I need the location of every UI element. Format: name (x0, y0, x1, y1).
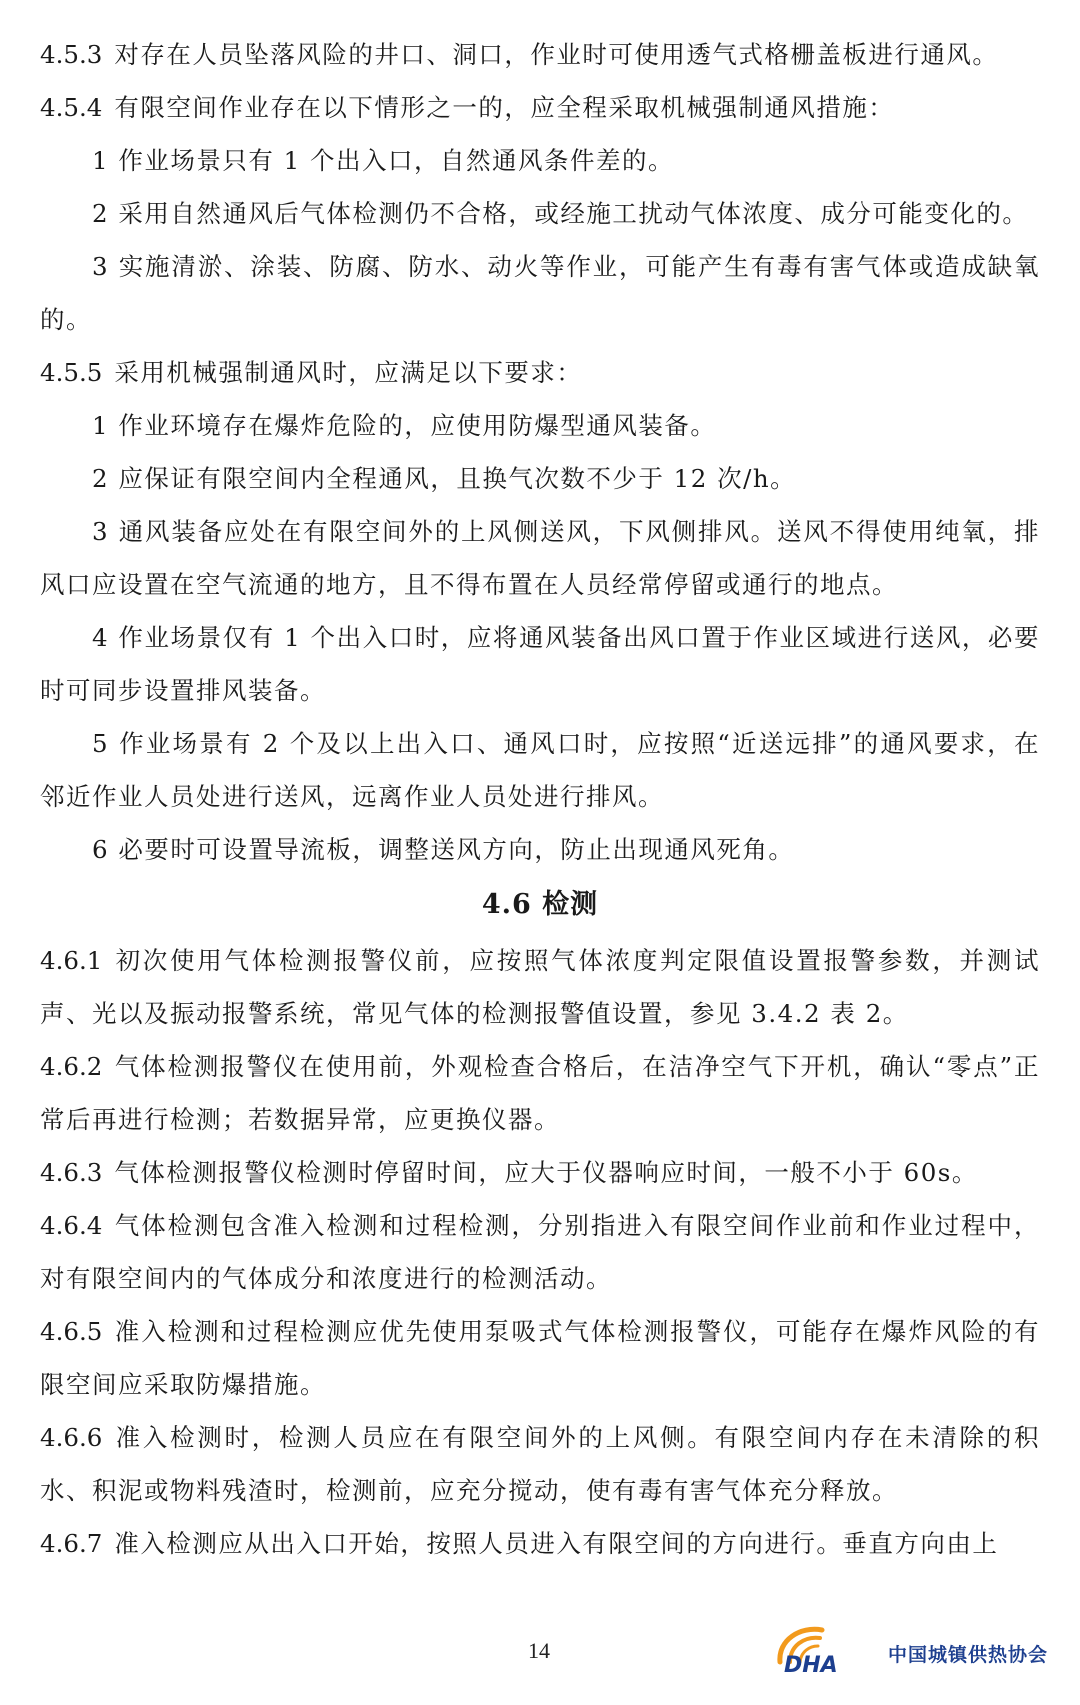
logo-name: 中国城镇供热协会 (888, 1644, 1049, 1666)
clause-4-5-5-item-1: 1 作业环境存在爆炸危险的，应使用防爆型通风装备。 (92, 411, 717, 440)
clause-4-5-5-item-4: 4 作业场景仅有 1 个出入口时，应将通风装备出风口置于作业区域进行送风，必要时可同步设置排风装备。 (40, 623, 1040, 705)
clause-4-5-4-item-1: 1 作业场景只有 1 个出入口，自然通风条件差的。 (92, 146, 675, 175)
clause-4-5-5-item-2: 2 应保证有限空间内全程通风，且换气次数不少于 12 次/h。 (92, 464, 797, 493)
clause-4-5-5-item-3: 3 通风装备应处在有限空间外的上风侧送风，下风侧排风。送风不得使用纯氧，排风口应设置在空气流通的地方，且不得布置在人员经常停留或通行的地点。 (40, 517, 1040, 599)
clause-4-5-5: 4.5.5 采用机械强制通风时，应满足以下要求： (40, 358, 583, 387)
clause-4-6-2: 4.6.2 气体检测报警仪在使用前，外观检查合格后，在洁净空气下开机，确认“零点”正常后再进行检测；若数据异常，应更换仪器。 (40, 1052, 1040, 1134)
logo-abbr: DHA (784, 1653, 838, 1678)
section-heading-4-6: 4.6 检测 (481, 889, 599, 920)
document-page (40, 28, 1040, 1570)
clause-4-5-5-item-5: 5 作业场景有 2 个及以上出入口、通风口时，应按照“近送远排”的通风要求，在邻近作业人员处进行送风，远离作业人员处进行排风。 (40, 729, 1040, 811)
clause-4-6-1: 4.6.1 初次使用气体检测报警仪前，应按照气体浓度判定限值设置报警参数，并测试声、光以及振动报警系统，常见气体的检测报警值设置，参见 3.4.2 表 2。 (40, 946, 1040, 1028)
page-number: 14 (528, 1638, 550, 1663)
page-footer (0, 1610, 1080, 1680)
clause-4-5-5-item-6: 6 必要时可设置导流板，调整送风方向，防止出现通风死角。 (92, 835, 795, 864)
clause-4-6-7: 4.6.7 准入检测应从出入口开始，按照人员进入有限空间的方向进行。垂直方向由上 (40, 1529, 999, 1558)
clause-4-5-3: 4.5.3 对存在人员坠落风险的井口、洞口，作业时可使用透气式格栅盖板进行通风。 (40, 40, 999, 69)
clause-4-6-4: 4.6.4 气体检测包含准入检测和过程检测，分别指进入有限空间作业前和作业过程中，对有限空间内的气体成分和浓度进行的检测活动。 (40, 1211, 1040, 1293)
clause-4-6-6: 4.6.6 准入检测时，检测人员应在有限空间外的上风侧。有限空间内存在未清除的积水、积泥或物料残渣时，检测前，应充分搅动，使有毒有害气体充分释放。 (40, 1423, 1040, 1505)
clause-4-6-3: 4.6.3 气体检测报警仪检测时停留时间，应大于仪器响应时间，一般不小于 60s。 (40, 1158, 978, 1187)
clause-4-6-5: 4.6.5 准入检测和过程检测应优先使用泵吸式气体检测报警仪，可能存在爆炸风险的有限空间应采取防爆措施。 (40, 1317, 1040, 1399)
dha-logo-icon (770, 1618, 880, 1678)
clause-4-5-4-item-3: 3 实施清淤、涂装、防腐、防水、动火等作业，可能产生有毒有害气体或造成缺氧的。 (40, 252, 1040, 334)
association-logo (770, 1618, 1070, 1678)
clause-4-5-4: 4.5.4 有限空间作业存在以下情形之一的，应全程采取机械强制通风措施： (40, 93, 895, 122)
clause-4-5-4-item-2: 2 采用自然通风后气体检测仍不合格，或经施工扰动气体浓度、成分可能变化的。 (92, 199, 1029, 228)
